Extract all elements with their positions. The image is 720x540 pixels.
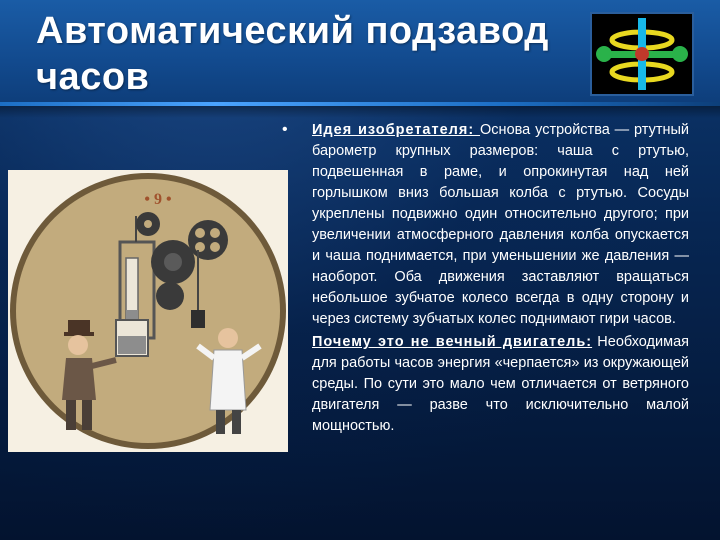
scientist-coat bbox=[210, 350, 246, 410]
clock-weight bbox=[191, 310, 205, 328]
paragraph-heading: Почему это не вечный двигатель: bbox=[312, 334, 593, 350]
top-hat bbox=[68, 320, 90, 334]
slide-title: Автоматический подзавод часов bbox=[36, 10, 549, 98]
paragraph-why-not-perpetual bbox=[312, 332, 689, 437]
logo bbox=[590, 12, 694, 96]
logo-atom-left bbox=[596, 46, 612, 62]
small-gear bbox=[156, 282, 184, 310]
logo-atom-center bbox=[635, 47, 649, 61]
paragraph-text: Необходимая для работы часов энергия «черпается» из окружающей среды. По сути это мало чем отличается от ветряного двигателя — разве что исключительно малой мощностью. bbox=[312, 334, 689, 434]
bullet-marker: • bbox=[282, 121, 288, 138]
gentleman-head bbox=[68, 335, 88, 355]
gentleman-coat bbox=[62, 358, 96, 400]
body-text bbox=[312, 120, 689, 437]
header-shadow bbox=[0, 106, 720, 118]
molecule-icon bbox=[592, 14, 692, 94]
paragraph-idea bbox=[312, 120, 689, 330]
paragraph-heading: Идея изобретателя: bbox=[312, 122, 481, 138]
illustration-svg bbox=[8, 170, 288, 452]
barometer-clock-illustration bbox=[8, 170, 288, 452]
scientist-head bbox=[218, 328, 238, 348]
paragraph-text: Основа устройства — ртутный барометр крупных размеров: чаша с ртутью, подвешенная в раме, и опрокинутая над ней горлышком вниз большая колба с ртутью. Сосуды укреплены подвижно один относительно другого; при увеличении атмосферного давления колба опускается и чаша поднимается, при уменьшении же давления — наоборот. Оба движения заставляют вращаться небольшое зубчатое колесо всегда в одну сторону и через систему зубчатых колес поднимают гири часов. bbox=[312, 122, 690, 327]
illustration-label: • 9 • bbox=[144, 191, 172, 208]
bowl-mercury bbox=[118, 336, 146, 354]
logo-atom-right bbox=[672, 46, 688, 62]
wheel-with-holes bbox=[188, 220, 228, 260]
